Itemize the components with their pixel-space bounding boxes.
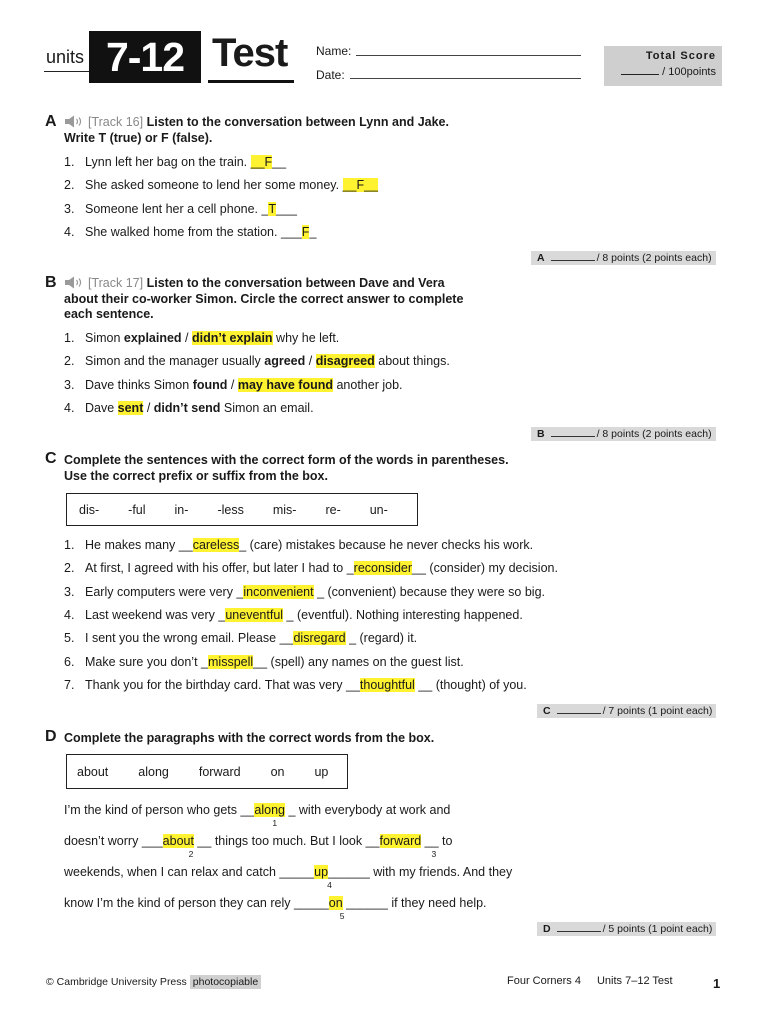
paragraph-text: know I’m the kind of person they can rely bbox=[64, 896, 294, 910]
answer-highlight[interactable]: inconvenient bbox=[243, 585, 314, 599]
item-text: Someone lent her a cell phone. bbox=[85, 202, 262, 216]
item-text: She asked someone to lend her some money. bbox=[85, 178, 343, 192]
blank-underscore: ___ bbox=[276, 202, 297, 216]
option-separator: / bbox=[143, 401, 154, 415]
item-number: 3. bbox=[64, 202, 75, 216]
blank-underscore: _ bbox=[236, 585, 244, 599]
track-label: [Track 17] bbox=[88, 276, 144, 290]
item-text: (thought) of you. bbox=[432, 678, 527, 692]
list-item bbox=[64, 585, 545, 599]
paragraph-text: if they need help. bbox=[387, 896, 487, 910]
blank-underscore: ______ bbox=[342, 896, 388, 910]
box-word: dis- bbox=[79, 502, 100, 517]
units-underline bbox=[44, 71, 90, 72]
item-number: 4. bbox=[64, 608, 75, 622]
list-item bbox=[64, 225, 316, 239]
blank-underscore: __ bbox=[346, 678, 360, 692]
blank-underscore: _ bbox=[346, 561, 354, 575]
instruction-line: Listen to the conversation between Lynn and Jake. bbox=[146, 115, 449, 129]
points-text: / 5 points (1 point each) bbox=[602, 923, 713, 935]
answer-highlight[interactable]: F bbox=[301, 225, 310, 239]
item-text: Simon and the manager usually bbox=[85, 354, 265, 368]
section-b-points bbox=[531, 427, 716, 441]
blank-underscore: _ bbox=[218, 608, 226, 622]
total-score-blank[interactable] bbox=[621, 74, 659, 75]
points-letter: A bbox=[537, 252, 545, 264]
blank-underscore: __ bbox=[279, 631, 294, 645]
blank-underscore: _ bbox=[284, 803, 296, 817]
blank-number: 2 bbox=[188, 849, 194, 859]
box-word: re- bbox=[325, 502, 341, 517]
speaker-icon[interactable] bbox=[64, 115, 84, 128]
total-score-points: / 100points bbox=[662, 66, 716, 78]
box-word: forward bbox=[198, 764, 241, 779]
list-item bbox=[64, 155, 286, 169]
photocopiable-badge: photocopiable bbox=[190, 975, 261, 989]
paragraph-text: weekends, when I can relax and catch bbox=[64, 865, 280, 879]
paragraph-line bbox=[64, 865, 513, 890]
item-number: 4. bbox=[64, 225, 75, 239]
option-separator: / bbox=[305, 354, 316, 368]
paragraph-line bbox=[64, 834, 453, 859]
item-text: Dave thinks Simon bbox=[85, 378, 193, 392]
answer-highlight[interactable]: reconsider bbox=[353, 561, 413, 575]
item-number: 1. bbox=[64, 331, 75, 345]
blank-underscore: __ bbox=[365, 834, 380, 848]
item-text: (spell) any names on the guest list. bbox=[267, 655, 464, 669]
paragraph-text: to bbox=[438, 834, 453, 848]
answer-highlight[interactable]: F bbox=[356, 178, 365, 192]
answer-highlight[interactable]: may have found bbox=[237, 378, 333, 392]
score-blank[interactable] bbox=[551, 260, 595, 261]
section-a-points bbox=[531, 251, 716, 265]
instruction-line: Complete the sentences with the correct form of the words in parentheses. bbox=[64, 453, 509, 467]
answer-highlight[interactable]: sent bbox=[117, 401, 144, 415]
answer-highlight[interactable]: F bbox=[264, 155, 273, 169]
option-one[interactable]: agreed bbox=[264, 354, 306, 368]
test-name: Units 7–12 Test bbox=[596, 975, 673, 987]
item-text: another job. bbox=[333, 378, 403, 392]
item-text: Make sure you don’t bbox=[85, 655, 202, 669]
instruction-line: Write T (true) or F (false). bbox=[64, 130, 213, 145]
box-word: -ful bbox=[128, 502, 146, 517]
blank-underscore: ______ bbox=[328, 865, 370, 879]
list-item bbox=[64, 378, 403, 392]
name-label: Name: bbox=[316, 44, 352, 58]
item-number: 4. bbox=[64, 401, 75, 415]
total-score-box bbox=[604, 46, 722, 86]
section-d-points bbox=[537, 922, 716, 936]
footer-book-info bbox=[507, 975, 673, 987]
points-letter: D bbox=[543, 923, 551, 935]
blank-underscore: __ bbox=[414, 678, 433, 692]
paragraph-text: things too much. But I look bbox=[211, 834, 366, 848]
word-box bbox=[66, 754, 348, 789]
item-text: Lynn left her bag on the train. bbox=[85, 155, 251, 169]
section-c-instructions bbox=[64, 453, 509, 484]
item-number: 1. bbox=[64, 538, 75, 552]
box-word: mis- bbox=[272, 502, 297, 517]
list-item bbox=[64, 678, 527, 692]
blank-underscore: _ bbox=[261, 202, 269, 216]
item-text: Thank you for the birthday card. That was very bbox=[85, 678, 347, 692]
box-word: -less bbox=[217, 502, 244, 517]
unit-range-box: 7-12 bbox=[89, 31, 201, 83]
option-one[interactable]: explained bbox=[123, 331, 182, 345]
option-one[interactable]: found bbox=[192, 378, 228, 392]
blank-number: 5 bbox=[339, 911, 345, 921]
blank-underscore: __ bbox=[421, 834, 439, 848]
title-rule bbox=[208, 80, 294, 83]
blank-underscore: __ bbox=[253, 655, 268, 669]
points-text: / 8 points (2 points each) bbox=[596, 428, 712, 440]
blank-underscore: ___ bbox=[280, 225, 302, 239]
item-number: 3. bbox=[64, 585, 75, 599]
item-number: 2. bbox=[64, 178, 75, 192]
blank-underscore: _ bbox=[313, 585, 325, 599]
item-text: She walked home from the station. bbox=[85, 225, 281, 239]
section-a-letter: A bbox=[45, 113, 57, 130]
affix-word-box bbox=[66, 493, 418, 526]
answer-highlight[interactable]: T bbox=[268, 202, 277, 216]
list-item bbox=[64, 631, 417, 645]
blank-underscore: __ bbox=[342, 178, 357, 192]
item-text: (eventful). Nothing interesting happened. bbox=[293, 608, 523, 622]
section-d-instructions: Complete the paragraphs with the correct words from the box. bbox=[64, 731, 435, 745]
list-item bbox=[64, 608, 523, 622]
blank-underscore: __ bbox=[240, 803, 255, 817]
section-a-instructions bbox=[64, 115, 449, 146]
points-text: / 8 points (2 points each) bbox=[596, 252, 712, 264]
units-label: units bbox=[46, 47, 85, 67]
blank-underscore: __ bbox=[364, 178, 379, 192]
blank-number: 1 bbox=[272, 818, 278, 828]
blank-underscore: _____ bbox=[279, 865, 315, 879]
item-text: (consider) my decision. bbox=[425, 561, 558, 575]
item-text: Early computers were very bbox=[85, 585, 237, 599]
list-item bbox=[64, 561, 558, 575]
list-item bbox=[64, 178, 378, 192]
item-text: Simon an email. bbox=[220, 401, 314, 415]
blank-underscore: _____ bbox=[293, 896, 329, 910]
blank-underscore: ___ bbox=[141, 834, 163, 848]
answer-highlight[interactable]: careless bbox=[192, 538, 240, 552]
item-text: (care) mistakes because he never checks his work. bbox=[246, 538, 534, 552]
answer-highlight[interactable]: about bbox=[162, 834, 194, 848]
blank-underscore: __ bbox=[412, 561, 426, 575]
section-b-instructions bbox=[64, 276, 463, 323]
answer-highlight[interactable]: up bbox=[314, 865, 329, 879]
list-item bbox=[64, 655, 464, 669]
answer-highlight[interactable]: forward bbox=[379, 834, 422, 848]
item-text: (convenient) because they were so big. bbox=[324, 585, 545, 599]
blank-underscore: _ bbox=[239, 538, 247, 552]
instruction-line: Use the correct prefix or suffix from the box. bbox=[64, 468, 328, 483]
item-number: 5. bbox=[64, 631, 75, 645]
track-label: [Track 16] bbox=[88, 115, 144, 129]
item-number: 6. bbox=[64, 655, 75, 669]
item-text: why he left. bbox=[272, 331, 340, 345]
date-field[interactable] bbox=[350, 78, 581, 79]
list-item bbox=[64, 354, 450, 368]
blank-underscore: __ bbox=[193, 834, 212, 848]
copyright-text: © Cambridge University Press bbox=[46, 976, 187, 988]
item-text: He makes many bbox=[85, 538, 179, 552]
box-word: in- bbox=[174, 502, 189, 517]
list-item bbox=[64, 202, 297, 216]
score-blank[interactable] bbox=[551, 436, 595, 437]
points-letter: B bbox=[537, 428, 545, 440]
option-two[interactable]: didn’t send bbox=[153, 401, 221, 415]
blank-underscore: __ bbox=[272, 155, 287, 169]
item-text: At first, I agreed with his offer, but later I had to bbox=[85, 561, 347, 575]
date-label: Date: bbox=[316, 68, 345, 82]
box-word: on bbox=[270, 764, 285, 779]
blank-underscore: __ bbox=[250, 155, 265, 169]
paragraph-text: doesn’t worry bbox=[64, 834, 142, 848]
paragraph-line bbox=[64, 803, 451, 828]
paragraph-line bbox=[64, 896, 487, 921]
section-b-letter: B bbox=[45, 274, 57, 291]
box-word: un- bbox=[369, 502, 388, 517]
answer-highlight[interactable]: disregard bbox=[293, 631, 346, 645]
name-field[interactable] bbox=[356, 55, 581, 56]
total-score-label: Total Score bbox=[645, 50, 716, 62]
answer-highlight[interactable]: misspell bbox=[208, 655, 254, 669]
paragraph-text: with my friends. And they bbox=[369, 865, 513, 879]
answer-highlight[interactable]: disagreed bbox=[315, 354, 375, 368]
instruction-line: about their co-worker Simon. Circle the correct answer to complete bbox=[64, 291, 464, 306]
score-blank[interactable] bbox=[557, 931, 601, 932]
blank-underscore: _ bbox=[345, 631, 357, 645]
option-separator: / bbox=[181, 331, 192, 345]
answer-highlight[interactable]: on bbox=[328, 896, 343, 910]
instruction-line: Listen to the conversation between Dave and Vera bbox=[146, 276, 445, 290]
blank-underscore: __ bbox=[178, 538, 193, 552]
blank-number: 3 bbox=[431, 849, 437, 859]
score-blank[interactable] bbox=[557, 713, 601, 714]
item-number: 1. bbox=[64, 155, 75, 169]
answer-highlight[interactable]: didn’t explain bbox=[192, 331, 273, 345]
item-number: 2. bbox=[64, 561, 75, 575]
section-d-letter: D bbox=[45, 728, 57, 745]
item-number: 2. bbox=[64, 354, 75, 368]
speaker-icon[interactable] bbox=[64, 276, 84, 289]
book-title: Four Corners 4 bbox=[507, 975, 581, 987]
box-word: about bbox=[77, 764, 109, 779]
points-text: / 7 points (1 point each) bbox=[602, 705, 713, 717]
option-separator: / bbox=[227, 378, 238, 392]
blank-number: 4 bbox=[327, 880, 332, 890]
instruction-line: each sentence. bbox=[64, 307, 154, 321]
footer-copyright bbox=[46, 976, 261, 988]
section-c-points bbox=[537, 704, 716, 718]
list-item bbox=[64, 538, 533, 552]
paragraph-text: with everybody at work and bbox=[295, 803, 451, 817]
box-word: along bbox=[138, 764, 169, 779]
blank-underscore: _ bbox=[309, 225, 317, 239]
list-item bbox=[64, 401, 314, 415]
item-text: Last weekend was very bbox=[85, 608, 219, 622]
points-letter: C bbox=[543, 705, 551, 717]
section-c-letter: C bbox=[45, 450, 57, 467]
answer-highlight[interactable]: along bbox=[254, 803, 285, 817]
list-item bbox=[64, 331, 339, 345]
item-number: 3. bbox=[64, 378, 75, 392]
item-text: (regard) it. bbox=[356, 631, 418, 645]
blank-underscore: _ bbox=[201, 655, 208, 669]
box-word: up bbox=[314, 764, 329, 779]
item-text: I sent you the wrong email. Please bbox=[85, 631, 280, 645]
item-text: Simon bbox=[85, 331, 124, 345]
answer-highlight[interactable]: thoughtful bbox=[359, 678, 415, 692]
test-title: Test bbox=[212, 31, 288, 75]
item-number: 7. bbox=[64, 678, 75, 692]
paragraph-text: I’m the kind of person who gets bbox=[64, 803, 241, 817]
item-text: about things. bbox=[374, 354, 450, 368]
answer-highlight[interactable]: uneventful bbox=[225, 608, 284, 622]
blank-underscore: _ bbox=[283, 608, 294, 622]
item-text: Dave bbox=[85, 401, 118, 415]
page-number: 1 bbox=[713, 976, 721, 991]
